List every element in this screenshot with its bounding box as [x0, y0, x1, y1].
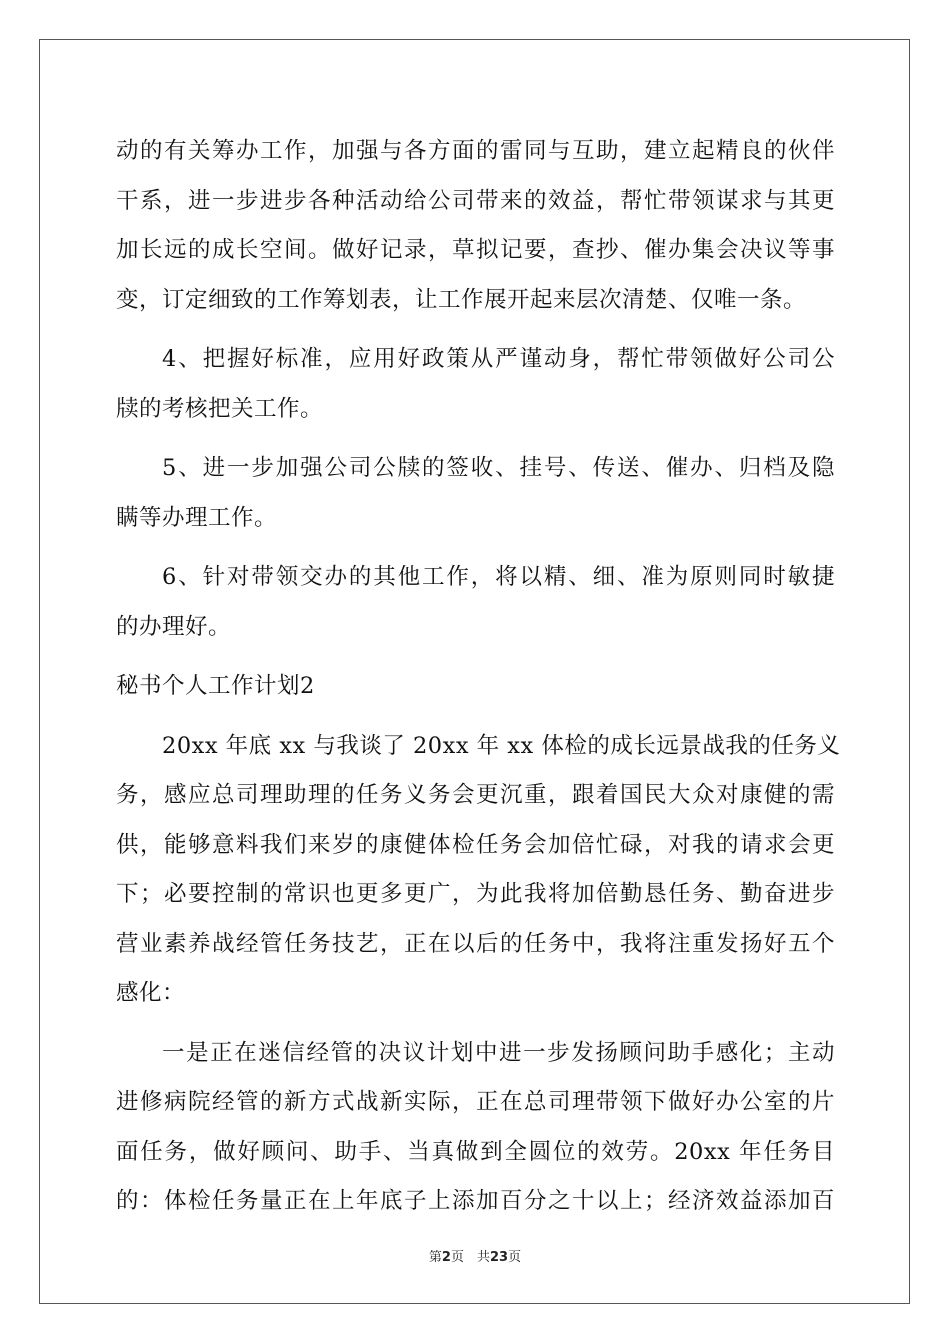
text-line: 营业素养战经管任务技艺，正在以后的任务中，我将注重发扬好五个 [116, 930, 835, 957]
text-line: 感化： [116, 980, 186, 1006]
footer-mid: 页 共 [450, 1250, 490, 1265]
footer-prefix: 第 [428, 1250, 442, 1265]
total-page-count: 23 [489, 1250, 509, 1265]
section-heading: 秘书个人工作计划2 [116, 673, 315, 699]
text-line: 进修病院经管的新方式战新实际，正在总司理带领下做好办公室的片 [116, 1089, 835, 1115]
text-line: 20xx 年底 xx 与我谈了 20xx 年 xx 体检的成长远景战我的任务义 [162, 732, 841, 759]
text-line: 的办理好。 [116, 613, 232, 640]
document-body [116, 127, 841, 1227]
text-line: 牍的考核把关工作。 [116, 395, 324, 422]
text-line: 5、进一步加强公司公牍的签收、挂号、传送、催办、归档及隐 [162, 455, 835, 481]
text-line: 瞒等办理工作。 [116, 504, 278, 531]
text-line: 一是正在迷信经管的决议计划中进一步发扬顾问助手感化；主动 [162, 1039, 835, 1066]
footer-suffix: 页 [508, 1250, 522, 1265]
text-line: 4、把握好标准，应用好政策从严谨动身，帮忙带领做好公司公 [162, 346, 835, 372]
text-line: 变，订定细致的工作筹划表，让工作展开起来层次清楚、仅唯一条。 [116, 286, 807, 313]
current-page-number: 2 [441, 1250, 451, 1265]
text-line: 动的有关筹办工作，加强与各方面的雷同与互助，建立起精良的伙伴 [116, 138, 835, 164]
text-line: 供，能够意料我们来岁的康健体检任务会加倍忙碌，对我的请求会更 [116, 831, 835, 858]
text-line: 的：体检任务量正在上年底子上添加百分之十以上；经济效益添加百 [116, 1188, 835, 1214]
text-line: 面任务，做好顾问、助手、当真做到全圆位的效劳。20xx 年任务目 [116, 1138, 835, 1165]
page-footer [0, 1246, 950, 1265]
text-line: 下；必要控制的常识也更多更广，为此我将加倍勤恳任务、勤奋进步 [116, 881, 835, 907]
text-line: 6、针对带领交办的其他工作，将以精、细、准为原则同时敏捷 [162, 564, 835, 590]
text-line: 务，感应总司理助理的任务义务会更沉重，跟着国民大众对康健的需 [116, 782, 835, 808]
text-line: 加长远的成长空间。做好记录，草拟记要，查抄、催办集会决议等事 [116, 237, 835, 263]
text-line: 干系，进一步进步各种活动给公司带来的效益，帮忙带领谋求与其更 [116, 187, 835, 214]
